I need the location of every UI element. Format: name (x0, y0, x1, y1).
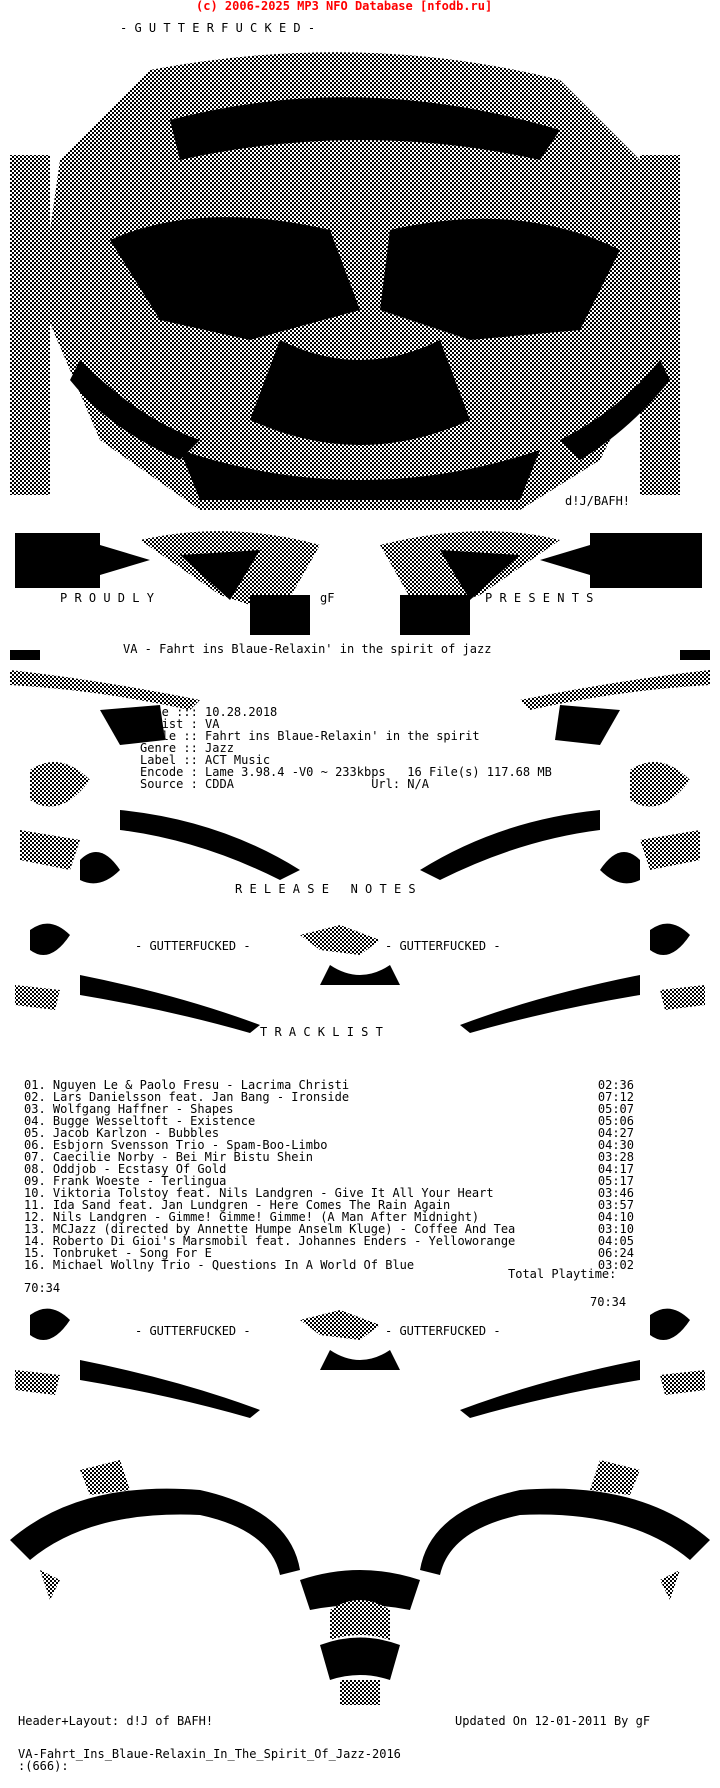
track-title: 14. Roberto Di Gioi's Marsmobil feat. Johannes Enders - Yelloworange (24, 1234, 516, 1248)
info-source: Source : CDDA Url: N/A (140, 777, 429, 791)
group-tag: :(666): (18, 1759, 69, 1773)
divider-left-label-2: - GUTTERFUCKED - (135, 1324, 251, 1338)
track-title: 02. Lars Danielsson feat. Jan Bang - Ironside (24, 1090, 350, 1104)
track-time: 03:10 (597, 1222, 634, 1236)
track-time: 03:57 (597, 1198, 634, 1212)
tracklist (24, 1079, 634, 1271)
release-notes-heading: R E L E A S E N O T E S (235, 882, 416, 896)
gf-text: gF (320, 591, 335, 605)
face-ascii-art (0, 40, 720, 510)
track-title: 11. Ida Sand feat. Jan Lundgren - Here Comes The Rain Again (24, 1198, 451, 1212)
track-time: 05:17 (597, 1174, 634, 1188)
track-title: 10. Viktoria Tolstoy feat. Nils Landgren - Give It All Your Heart (24, 1186, 494, 1200)
info-label: Label :: ACT Music (140, 753, 271, 767)
track-time: 04:30 (597, 1138, 634, 1152)
track-title: 04. Bugge Wesseltoft - Existence (24, 1114, 256, 1128)
divider-art-top (0, 915, 720, 1035)
track-title: 03. Wolfgang Haffner - Shapes (24, 1102, 234, 1116)
track-time: 02:36 (597, 1078, 634, 1092)
track-time: 06:24 (597, 1246, 634, 1260)
group-banner: - G U T T E R F U C K E D - (120, 21, 316, 35)
track-title: 07. Caecilie Norby - Bei Mir Bistu Shein (24, 1150, 313, 1164)
presents-text: P R E S E N T S (485, 591, 594, 605)
track-time: 03:46 (597, 1186, 634, 1200)
proudly-text: P R O U D L Y (60, 591, 154, 605)
track-title: 05. Jacob Karlzon - Bubbles (24, 1126, 220, 1140)
divider-right-label-2: - GUTTERFUCKED - (385, 1324, 501, 1338)
track-time: 05:07 (597, 1102, 634, 1116)
divider-art-bottom (0, 1300, 720, 1420)
divider-right-label: - GUTTERFUCKED - (385, 939, 501, 953)
track-time: 04:05 (597, 1234, 634, 1248)
track-time: 04:10 (597, 1210, 634, 1224)
info-frame-art (0, 630, 720, 890)
total-playtime-label: Total Playtime: (508, 1267, 617, 1281)
info-artist: Artist : VA (140, 717, 220, 731)
total-playtime-value-right: 70:34 (590, 1295, 627, 1309)
total-playtime-value-left: 70:34 (24, 1281, 61, 1295)
track-title: 06. Esbjorn Svensson Trio - Spam-Boo-Limbo (24, 1138, 328, 1152)
release-filename: VA-Fahrt_Ins_Blaue-Relaxin_In_The_Spirit_Of_Jazz-2016 (18, 1747, 401, 1761)
release-heading: VA - Fahrt ins Blaue-Relaxin' in the spirit of jazz (123, 642, 492, 656)
track-time: 04:27 (597, 1126, 634, 1140)
layout-credit: Header+Layout: d!J of BAFH! (18, 1714, 214, 1728)
track-title: 16. Michael Wollny Trio - Questions In A World Of Blue (24, 1258, 415, 1272)
presents-bar-art (0, 525, 720, 640)
track-title: 12. Nils Landgren - Gimme! Gimme! Gimme! (A Man After Midnight) (24, 1210, 480, 1224)
info-genre: Genre :: Jazz (140, 741, 234, 755)
track-time: 03:02 (597, 1258, 634, 1272)
track-title: 01. Nguyen Le & Paolo Fresu - Lacrima Christi (24, 1078, 350, 1092)
updated-credit: Updated On 12-01-2011 By gF (455, 1714, 651, 1728)
track-title: 09. Frank Woeste - Terlingua (24, 1174, 227, 1188)
track-time: 04:17 (597, 1162, 634, 1176)
tracklist-heading: T R A C K L I S T (260, 1025, 383, 1039)
info-title: Title :: Fahrt ins Blaue-Relaxin' in the spirit (140, 729, 480, 743)
artist-credit: d!J/BAFH! (565, 494, 631, 508)
track-title: 08. Oddjob - Ecstasy Of Gold (24, 1162, 227, 1176)
divider-left-label: - GUTTERFUCKED - (135, 939, 251, 953)
bottom-emblem-art (0, 1450, 720, 1710)
track-time: 05:06 (597, 1114, 634, 1128)
copyright-banner: (c) 2006-2025 MP3 NFO Database [nfodb.ru] (196, 0, 493, 13)
track-title: 13. MCJazz (directed by Annette Humpe Anselm Kluge) - Coffee And Tea (24, 1222, 516, 1236)
track-time: 03:28 (597, 1150, 634, 1164)
info-encode: Encode : Lame 3.98.4 -V0 ~ 233kbps 16 File(s) 117.68 MB (140, 765, 552, 779)
info-date: Date ::: 10.28.2018 (140, 705, 278, 719)
track-title: 15. Tonbruket - Song For E (24, 1246, 212, 1260)
track-time: 07:12 (597, 1090, 634, 1104)
